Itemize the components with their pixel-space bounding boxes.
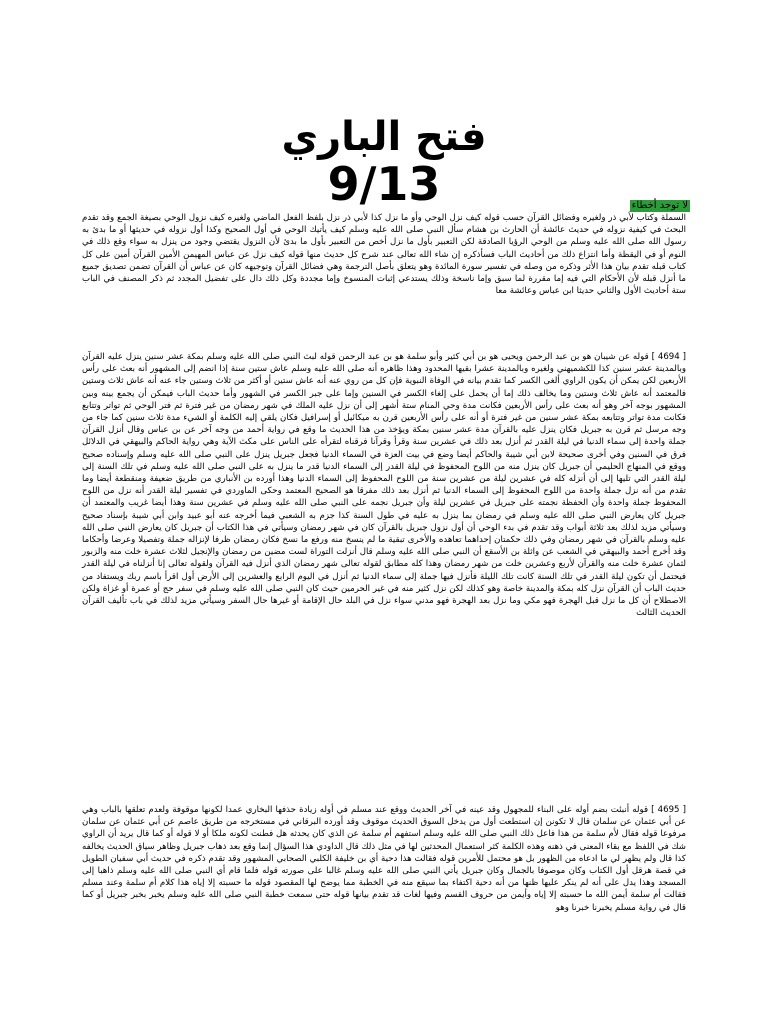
book-title: فتح الباري [281, 114, 487, 160]
paragraph-hadith-4695: [ 4695 ] قوله أنبئت بضم أوله على البناء للمجهول وقد عينه في آخر الحديث ووقع عند مسلم في أوله زيادة حذفها البخاري عمدا لكونها موقوفة ولعدم تعلقها بالباب وهي عن أبي عثمان عن سلمان قال لا تكونن إن استطعت أول من يدخل السوق الحديث موقوف وقد أورده البرقاني في مستخرجه من طريق عاصم عن أبي عثمان عن سلمان مرفوعا قوله فقال لأم سلمة من هذا فاعل ذلك النبي صلى الله عليه وسلم استفهم أم سلمة عن الذي كان يحدثه هل فطنت لكونه ملكا أو لا قوله أو كما قال يريد أن الراوي شك في اللفظ مع بقاء المعنى في ذهنه وهذه الكلمة كثر استعمال المحدثين لها في مثل ذلك قال الداودي هذا السؤال إنما وقع بعد ذهاب جبريل وظاهر سياق الحديث يخالفه كذا قال ولم يظهر لي ما ادعاه من الظهور بل هو محتمل للأمرين قوله فقالت هذا دحية أي بن خليفة الكلبي الصحابي المشهور وقد تقدم ذكره في حديث أبي سفيان الطويل في قصة هرقل أول الكتاب وكان موصوفا بالجمال وكان جبريل يأتي النبي صلى الله عليه وسلم غالبا على صورته قوله فلما قام أي النبي صلى الله عليه وسلم ذاهبا إلى المسجد وهذا يدل على أنه لم ينكر عليها ظنها من أنه دحية اكتفاء بما سيقع منه في الخطبة مما يوضح لها المقصود قوله ما حسبته إلا إياه هذا كلام أم سلمة وعند مسلم فقالت أم سلمة أيمن الله ما حسبته إلا إياه وأيمن من حروف القسم وفيها لغات قد تقدم بيانها قوله حتى سمعت خطبة النبي صلى الله عليه وسلم يخبر بخبر جبريل أو كما قال في رواية مسلم يخبرنا خبرنا وهو [82, 805, 686, 913]
volume-number: 9/13 [327, 157, 441, 211]
paragraph-hadith-4694: [ 4694 ] قوله عن شيبان هو بن عبد الرحمن ويحيى هو بن أبي كثير وأبو سلمة هو بن عبد الرحمن قوله لبث النبي صلى الله عليه وسلم بمكة عشر سنين ينزل عليه القرآن وبالمدينة عشر سنين كذا للكشميهني ولغيره وبالمدينة عشرا بقيها المحدود وهذا ظاهره أنه صلى الله عليه وسلم عاش ستين سنة إذا انضم إلى المشهور أنه بعث على رأس الأربعين لكن يمكن أن يكون الراوي ألغى الكسر كما تقدم بيانه في الوفاة النبوية فإن كل من روي عنه أنه عاش ستين أو أكثر من ثلاث وستين جاء عنه أنه عاش ثلاث وستين فالمعتمد أنه عاش ثلاث وستين وما يخالف ذلك إما أن يحمل على إلغاء الكسر في السنين وإما على جبر الكسر في الشهور وأما حديث الباب فيمكن أن يجمع بينه وبين المشهور بوجه آخر وهو أنه بعث على رأس الأربعين فكانت مدة وحي المنام ستة أشهر إلى أن نزل عليه الملك في شهر رمضان من غير فترة ثم فتر الوحي ثم تواتر وتتابع فكانت مدة تواتر وتتابعه بمكة عشر سنين من غير فترة أو أنه على رأس الأربعين قرن به ميكائيل أو إسرافيل فكان يلقي إليه الكلمة أو الشيء مدة ثلاث سنين كما جاء من وجه مرسل ثم قرن به جبريل فكان ينزل عليه بالقرآن مدة عشر سنين بمكة ويؤخذ من هذا الحديث ما وقع في رواية أحمد من وجه آخر عن بن عباس وقال أنزل القرآن جملة واحدة إلى سماء الدنيا في ليلة القدر ثم أنزل بعد ذلك في عشرين سنة وقرأ وقرآنا فرقناه لتقرأه على الناس على مكث الآية وهي رواية الحاكم والبيهقي في الدلائل فرق في السنين وفي أخرى صحيحة لابن أبي شيبة والحاكم أيضا وضع في بيت العزة في السماء الدنيا فجعل جبريل ينزل على النبي صلى الله عليه وسلم وإسناده صحيح ووقع في المنهاج الحليمي أن جبريل كان ينزل منه من اللوح المحفوظ في ليلة القدر إلى السماء الدنيا قدر ما ينزل به على النبي صلى الله عليه وسلم في تلك السنة إلى ليلة القدر التي تليها إلى أن أنزله كله في عشرين ليلة من عشرين سنة من اللوح المحفوظ إلى السماء الدنيا وهذا أورده بن الأنباري من طريق ضعيفة ومنقطعة أيضا وما تقدم من أنه نزل جملة واحدة من اللوح المحفوظ إلى السماء الدنيا ثم أنزل بعد ذلك مفرقا هو الصحيح المعتمد وحكى الماوردي في تفسير ليلة القدر أنه نزل من اللوح المحفوظ جملة واحدة وأن الحفظة نجمته على جبريل في عشرين ليلة وأن جبريل نجمه على النبي صلى الله عليه وسلم في عشرين سنة وهذا أيضا غريب والمعتمد أن جبريل كان يعارض النبي صلى الله عليه وسلم في رمضان بما ينزل به عليه في طول السنة كذا جزم به الشعبي فيما أخرجه عنه أبو عبيد وابن أبي شيبة بإسناد صحيح وسيأتي مزيد لذلك بعد ثلاثة أبواب وقد تقدم في بدء الوحي أن أول نزول جبريل بالقرآن كان في شهر رمضان وسيأتي في هذا الكتاب أن جبريل كان يعارض النبي صلى الله عليه وسلم بالقرآن في شهر رمضان وفي ذلك حكمتان إحداهما تعاهده والأخرى تبقية ما لم ينسخ منه ورفع ما نسخ فكان رمضان ظرفا لإنزاله جملة وتفصيلا وعرضا وأحكاما وقد أخرج أحمد والبيهقي في الشعب عن واثلة بن الأسقع أن النبي صلى الله عليه وسلم قال أنزلت التوراة لست مضين من رمضان والإنجيل لثلاث عشرة خلت منه والزبور لثمان عشرة خلت منه والقرآن لأربع وعشرين خلت من شهر رمضان وهذا كله مطابق لقوله تعالى شهر رمضان الذي أنزل فيه القرآن ولقوله تعالى إنا أنزلناه في ليلة القدر فيحتمل أن تكون ليلة القدر في تلك السنة كانت تلك الليلة فأنزل فيها جملة إلى سماء الدنيا ثم أنزل في اليوم الرابع والعشرين إلى الأرض أول اقرأ باسم ربك ويستفاد من حديث الباب أن القرآن نزل كله بمكة والمدينة خاصة وهو كذلك لكن نزل كثير منه في غير الحرمين حيث كان النبي صلى الله عليه وسلم في سفر حج أو عمرة أو غزاة ولكن الاصطلاح أن كل ما نزل قبل الهجرة فهو مكي وما نزل بعد الهجرة فهو مدني سواء نزل في البلد حال الإقامة أو غيرها حال السفر وسيأتي مزيد لذلك في باب تأليف القرآن الحديث الثالث [82, 352, 686, 619]
status-tag: لا توجد أخطاء [631, 200, 688, 211]
paragraph-intro: السملة وكتاب لأبي ذر ولغيره وفضائل القرآن حسب قوله كيف نزل الوحي وأو ما نزل كذا لأبي ذر نزل بلفظ الفعل الماضي ولغيره كيف نزول الوحي بصيغة الجمع وقد تقدم البحث في كيفية نزوله في حديث عائشة أن الحارث بن هشام سأل النبي صلى الله عليه وسلم كيف يأتيك الوحي في أول الصحيح وكذا أول نزوله في حديثها أو ما بدئ به رسول الله صلى الله عليه وسلم من الوحي الرؤيا الصادقة لكن التعبير بأول ما نزل أخص من التعبير بأول ما بدئ لأن النزول يقتضي وجود من ينزل به سواء وقع ذلك في النوم أو في اليقظة وأما انتزاع ذلك من أحاديث الباب فسأذكره إن شاء الله تعالى عند شرح كل حديث منها قوله كيف نزل عن عباس المهيمن الأمين القرآن أمين على كل كتاب قبله تقدم بيان هذا الأثر وذكره من وصله في تفسير سورة المائدة وهو يتعلق بأصل الترجمة وهي فضائل القرآن وتوجيهه كان عن عباس أن القرآن تضمن تصديق جميع ما أنزل قبله لأن الأحكام التي فيه إما مقررة لما سبق وإما ناسخة وذلك يستدعي إثبات المنسوخ وإما مجددة وكل ذلك دال على تفضيل المجدد ثم ذكر المصنف في الباب ستة أحاديث الأول والثاني حديثا ابن عباس وعائشة معا [82, 213, 686, 297]
